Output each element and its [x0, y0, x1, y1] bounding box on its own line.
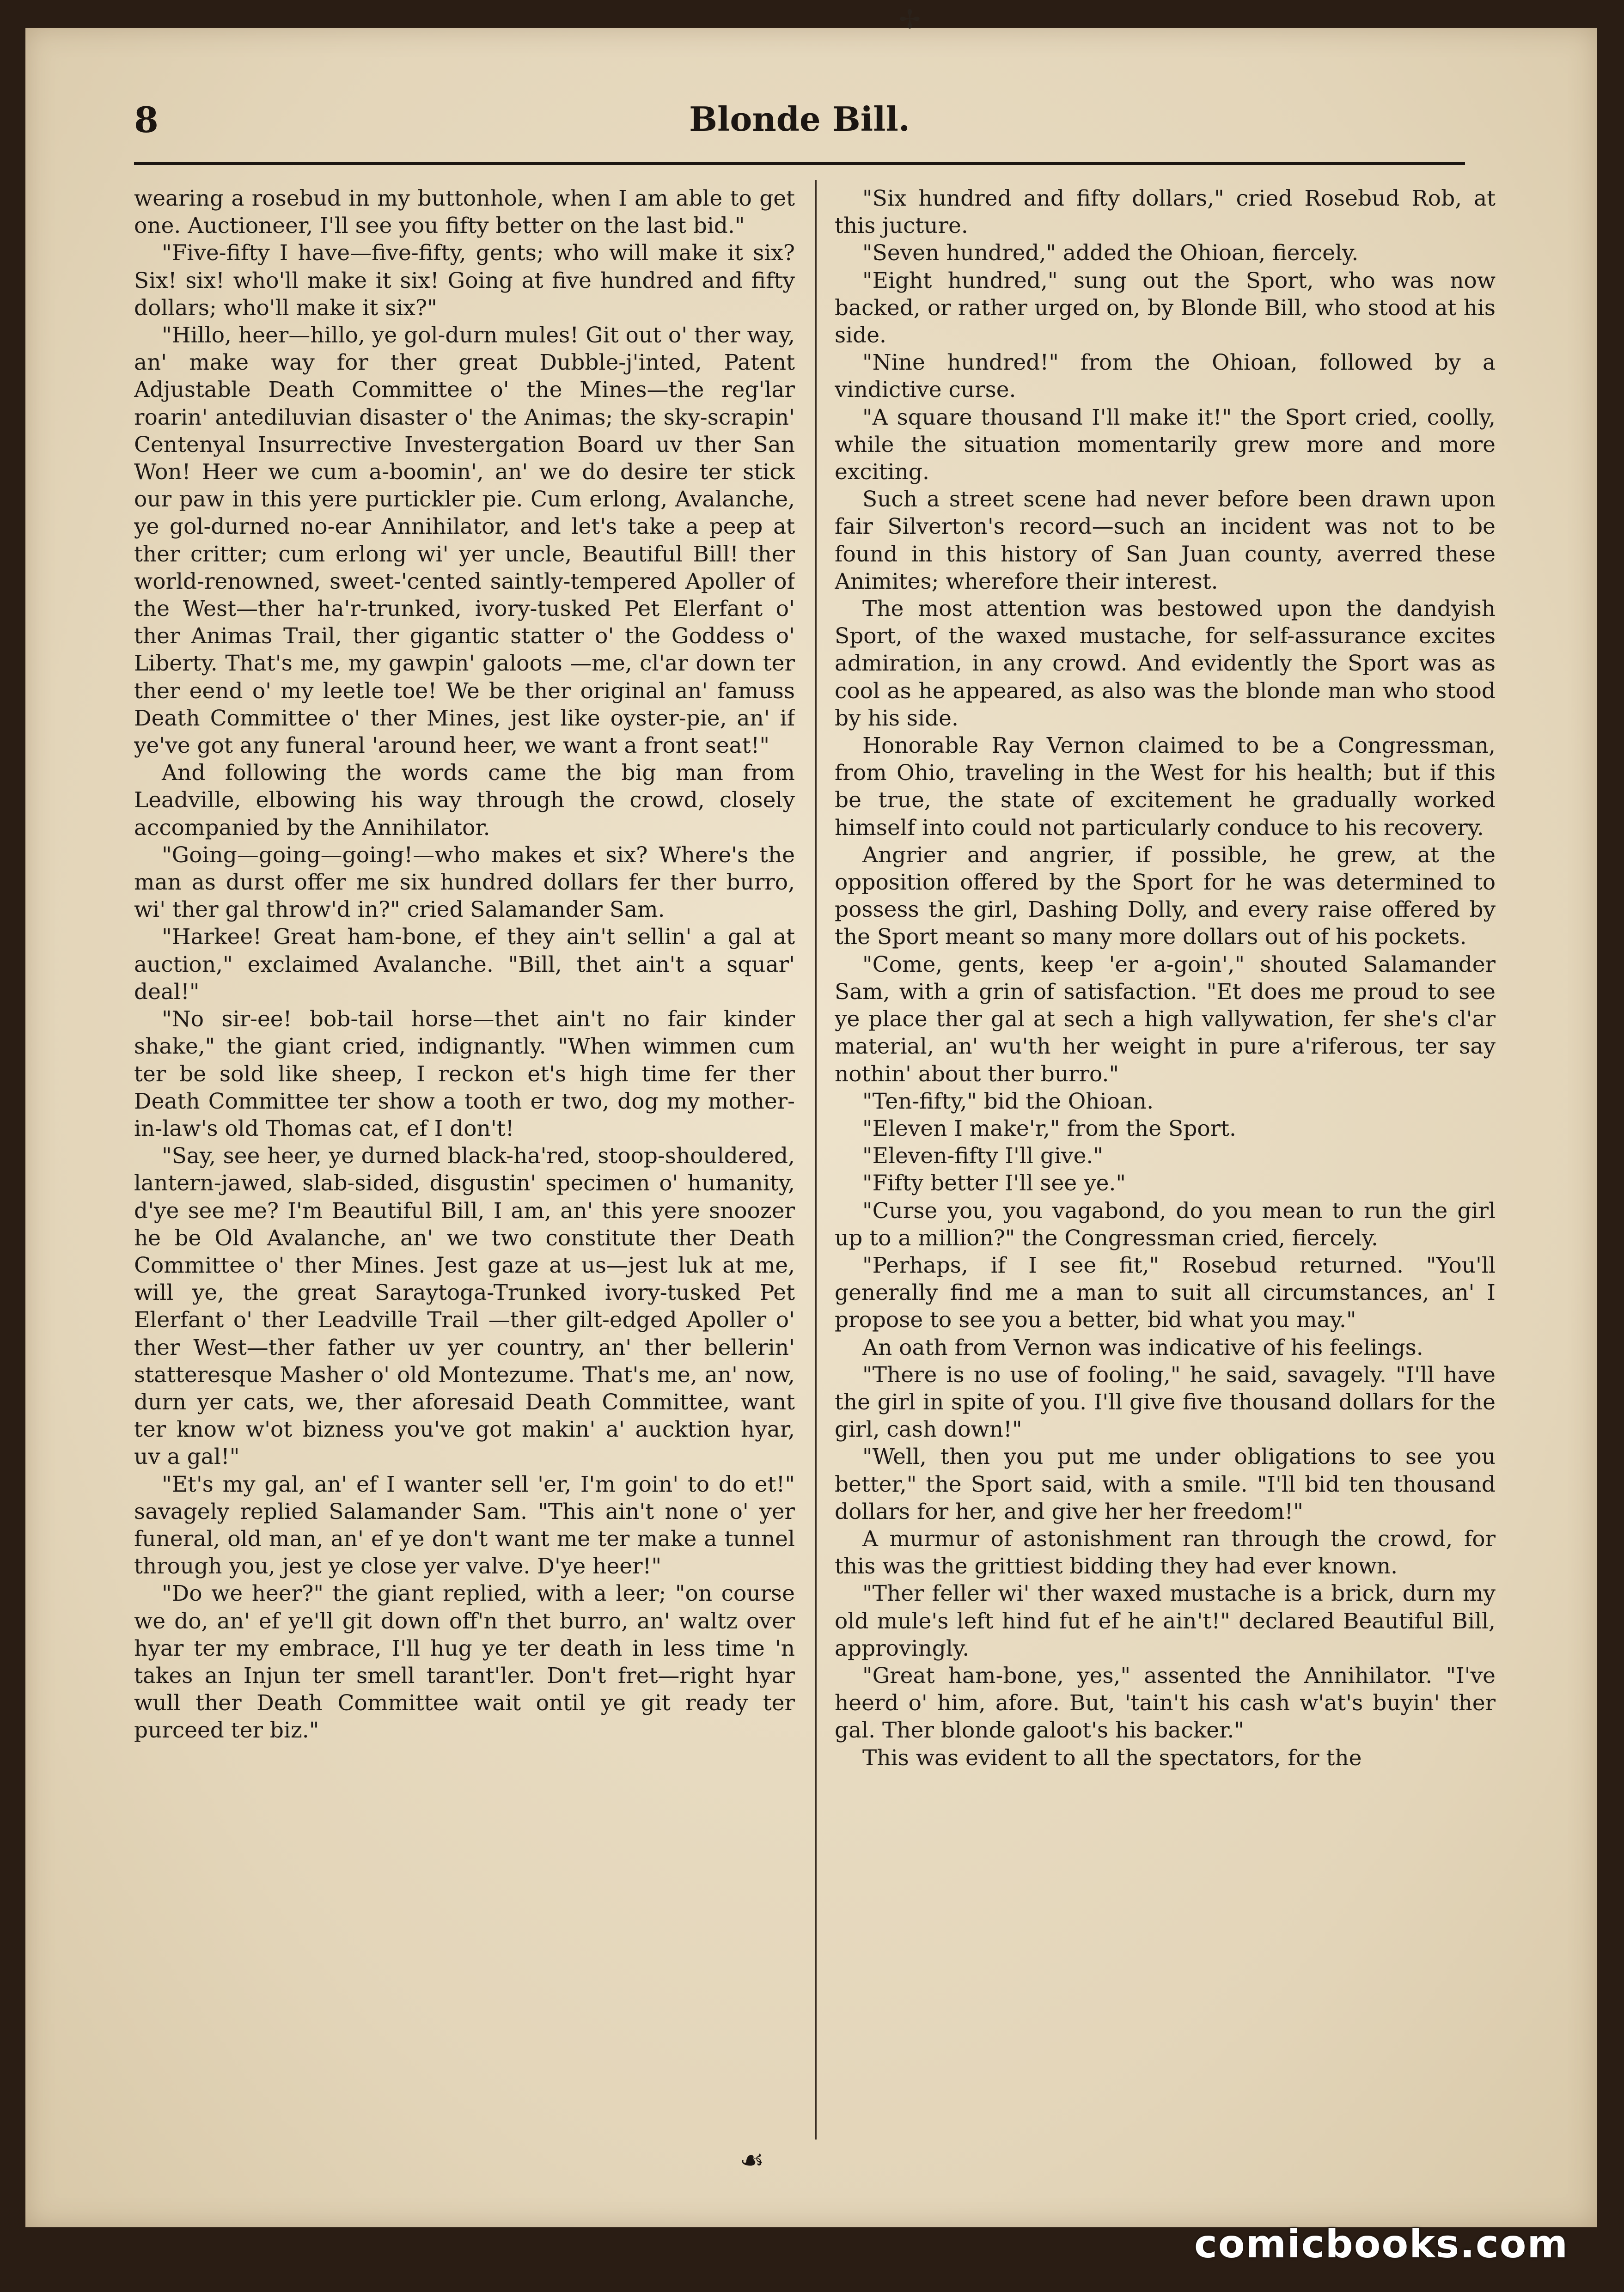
paragraph: "Ther feller wi' ther waxed mustache is a brick, durn my old mule's left hind fut ef he ain't!" declared Beautiful Bill, approvingly. [835, 1581, 1496, 1661]
paragraph: Such a street scene had never before been drawn upon fair Silverton's record—such an incident was not to be found in this history of San Juan county, averred these Animites; wherefore their interest. [835, 487, 1496, 594]
paragraph: "A square thousand I'll make it!" the Sport cried, coolly, while the situation momentarily grew more and more exciting. [835, 404, 1496, 485]
paragraph: A murmur of astonishment ran through the crowd, for this was the grittiest bidding they had ever known. [835, 1526, 1496, 1579]
paragraph: An oath from Vernon was indicative of his feelings. [862, 1335, 1423, 1360]
left-column [134, 185, 795, 2135]
paragraph: And following the words came the big man from Leadville, elbowing his way through the crowd, closely accompanied by the Annihilator. [134, 760, 795, 841]
page-title: Blonde Bill. [689, 99, 910, 139]
paragraph: "Et's my gal, an' ef I wanter sell 'er, I'm goin' to do et!" savagely replied Salamander Sam. "This ain't none o' yer funeral, old man, an' ef ye don't want me ter make a tunnel through you, jest ye close yer valve. D'ye heer!" [134, 1471, 795, 1579]
paragraph: "Going—going—going!—who makes et six? Where's the man as durst offer me six hundred dollars fer ther burro, wi' ther gal throw'd in?" cried Salamander Sam. [134, 842, 795, 923]
paragraph: "Fifty better I'll see ye." [862, 1170, 1126, 1196]
paragraph: "Great ham-bone, yes," assented the Annihilator. "I've heerd o' him, afore. But, 'tain't his cash w'at's buyin' ther gal. Ther blonde galoot's his backer." [835, 1663, 1496, 1743]
column-divider [815, 180, 817, 2140]
paragraph: "Harkee! Great ham-bone, ef they ain't sellin' a gal at auction," exclaimed Avalanche. "Bill, thet ain't a squar' deal!" [134, 924, 795, 1005]
paragraph: Angrier and angrier, if possible, he grew, at the opposition offered by the Sport for he was determined to possess the girl, Dashing Dolly, and every raise offered by the Sport meant so many more dollars out of his pockets. [835, 842, 1496, 950]
paragraph: "Nine hundred!" from the Ohioan, followed by a vindictive curse. [835, 350, 1496, 403]
paragraph: "Seven hundred," added the Ohioan, fiercely. [862, 240, 1359, 266]
paragraph: Honorable Ray Vernon claimed to be a Congressman, from Ohio, traveling in the West for his health; but if this be true, the state of excitement he gradually worked himself into could not particularly conduce to his recovery. [835, 733, 1496, 841]
watermark: comicbooks.com [1194, 2221, 1569, 2267]
paragraph: The most attention was bestowed upon the dandyish Sport, of the waxed mustache, for self-assurance excites admiration, in any crowd. And evidently the Sport was as cool as he appeared, as also was the blonde man who stood by his side. [835, 596, 1496, 731]
paragraph: "Eight hundred," sung out the Sport, who was now backed, or rather urged on, by Blonde Bill, who stood at his side. [835, 268, 1496, 348]
header-rule [134, 162, 1465, 165]
paragraph: "Five-fifty I have—five-fifty, gents; who will make it six? Six! six! who'll make it six! Going at five hundred and fifty dollars; who'll make it six?" [134, 240, 795, 321]
fleuron-icon: ☙ [739, 2144, 764, 2176]
paragraph: "Eleven I make'r," from the Sport. [862, 1116, 1236, 1141]
paragraph: "Say, see heer, ye durned black-ha'red, stoop-shouldered, lantern-jawed, slab-sided, disgustin' specimen o' humanity, d'ye see me? I'm Beautiful Bill, I am, an' this yere snoozer he be Old Avalanche, an' we two constitute ther Death Committee o' ther Mines. Jest gaze at us—jest luk at me, will ye, the great Saraytoga-Trunked ivory-tusked Pet Elerfant o' ther Leadville Trail —ther gilt-edged Apoller o' ther West—ther father uv yer country, an' ther bellerin' statteresque Masher o' old Montezume. That's me, an' now, durn yer cats, we, ther aforesaid Death Committee, want ter know w'ot bizness you've got makin' a' aucktion hyar, uv a gal!" [134, 1143, 795, 1470]
paragraph: "Well, then you put me under obligations to see you better," the Sport said, with a smile. "I'll bid ten thousand dollars for her, and give her her freedom!" [835, 1444, 1496, 1524]
paragraph: "Hillo, heer—hillo, ye gol-durn mules! Git out o' ther way, an' make way for ther great Dubble-j'inted, Patent Adjustable Death Committee o' the Mines—the reg'lar roarin' antediluvian disaster o' the Animas; the sky-scrapin' Centenyal Insurrective Investergation Board uv ther San Won! Heer we cum a-boomin', an' we do desire ter stick our paw in this yere purtickler pie. Cum erlong, Avalanche, ye gol-durned no-ear Annihilator, and let's take a peep at ther critter; cum erlong wi' yer uncle, Beautiful Bill! ther world-renowned, sweet-'cented saintly-tempered Apoller of the West—ther ha'r-trunked, ivory-tusked Pet Elerfant o' ther Animas Trail, ther gigantic statter o' the Goddess o' Liberty. That's me, my gawpin' galoots —me, cl'ar down ter ther eend o' my leetle toe! We be ther original an' famuss Death Committee o' ther Mines, jest like oyster-pie, an' if ye've got any funeral 'around heer, we want a front seat!" [134, 323, 795, 759]
right-column [835, 185, 1496, 2135]
page-number: 8 [134, 99, 159, 140]
paragraph: "Ten-fifty," bid the Ohioan. [862, 1088, 1154, 1114]
paragraph: "Do we heer?" the giant replied, with a leer; "on course we do, an' ef ye'll git down off'n thet burro, an' waltz over hyar ter my embrace, I'll hug ye ter death in less time 'n takes an Injun ter smell tarant'ler. Don't fret—right hyar wull ther Death Committee wait ontil ye git ready ter purceed ter biz." [134, 1581, 795, 1743]
paragraph: "Perhaps, if I see fit," Rosebud returned. "You'll generally find me a man to suit all circumstances, an' I propose to see you a better, bid what you may." [835, 1252, 1496, 1333]
paragraph: wearing a rosebud in my buttonhole, when I am able to get one. Auctioneer, I'll see you fifty better on the last bid." [134, 186, 795, 239]
paragraph: "There is no use of fooling," he said, savagely. "I'll have the girl in spite of you. I'll give five thousand dollars for the girl, cash down!" [835, 1362, 1496, 1443]
paragraph: "Curse you, you vagabond, do you mean to run the girl up to a million?" the Congressman cried, fiercely. [835, 1198, 1496, 1251]
paragraph: "Come, gents, keep 'er a-goin'," shouted Salamander Sam, with a grin of satisfaction. "Et does me proud to see ye place ther gal at sech a high vallywation, fer she's cl'ar material, an' wu'th her weight in pure a'riferous, ter say nothin' about ther burro." [835, 951, 1496, 1087]
paragraph: "No sir-ee! bob-tail horse—thet ain't no fair kinder shake," the giant cried, indignantly. "When wimmen cum ter be sold like sheep, I reckon et's high time fer ther Death Committee ter show a tooth er two, dog my mother-in-law's old Thomas cat, ef I don't! [134, 1006, 795, 1141]
page-header [134, 99, 1465, 150]
printer-mark-icon: ✢ [899, 5, 921, 35]
paragraph: "Eleven-fifty I'll give." [862, 1143, 1103, 1169]
paragraph: "Six hundred and fifty dollars," cried Rosebud Rob, at this jucture. [835, 186, 1496, 239]
paragraph: This was evident to all the spectators, for the [862, 1745, 1362, 1771]
